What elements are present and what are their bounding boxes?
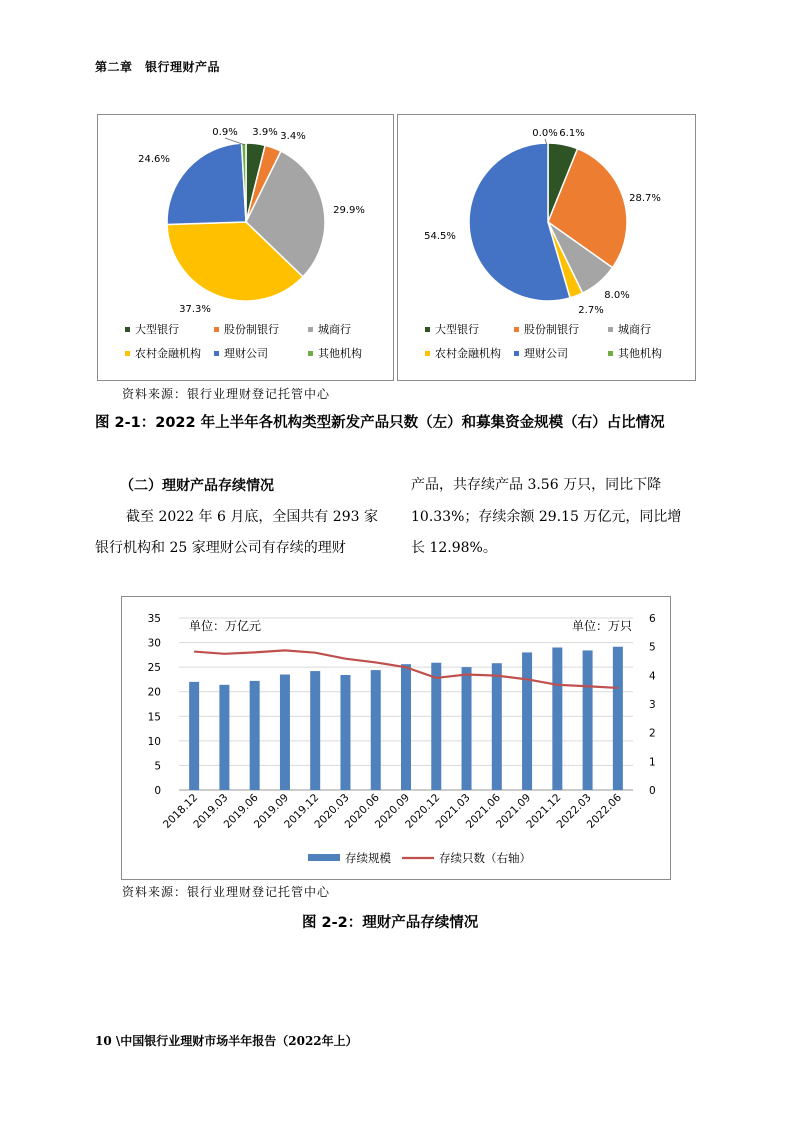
- bar-2021.06: [492, 663, 502, 790]
- y2-tick-label: 1: [649, 756, 656, 769]
- legend-label-line: 存续只数（右轴）: [439, 851, 531, 865]
- body-line-3: 产品，共存续产品 3.56 万只，同比下降: [411, 477, 662, 493]
- y2-tick-label: 2: [649, 727, 656, 740]
- bar-2020.09: [401, 664, 411, 790]
- section-heading: （二）理财产品存续情况: [120, 478, 274, 494]
- bar-2019.06: [250, 681, 260, 790]
- y-tick-label: 20: [147, 686, 161, 699]
- x-tick-label: 2021.12: [524, 791, 564, 831]
- bar-2020.06: [371, 670, 381, 790]
- bar-2020.12: [431, 663, 441, 790]
- pie-data-label-3: 2.7%: [578, 305, 604, 316]
- legend-swatch-1: [514, 327, 519, 332]
- figure2-caption: 图 2-2：理财产品存续情况: [302, 915, 479, 931]
- bar-2021.12: [552, 647, 562, 790]
- y2-tick-label: 3: [649, 699, 656, 711]
- legend-swatch-2: [308, 327, 313, 332]
- legend-swatch-bar: [308, 854, 340, 861]
- legend-label-1: 股份制银行: [224, 323, 279, 336]
- bar-2022.03: [583, 650, 593, 790]
- pie-data-label-5: 0.0%: [532, 128, 558, 139]
- bar-2020.03: [340, 675, 350, 790]
- legend-label-bar: 存续规模: [345, 851, 391, 865]
- y-tick-label: 25: [147, 662, 161, 675]
- body-line-1: 截至 2022 年 6 月底，全国共有 293 家: [126, 509, 378, 525]
- y-axis-unit-label: 单位：万亿元: [189, 619, 262, 633]
- x-tick-label: 2019.06: [221, 791, 261, 831]
- combo-chart-frame: [121, 596, 671, 880]
- x-tick-label: 2021.09: [493, 791, 534, 831]
- x-tick-label: 2019.12: [282, 791, 322, 831]
- figure1-caption: 图 2-1：2022 年上半年各机构类型新发产品只数（左）和募集资金规模（右）占比情况: [95, 415, 665, 431]
- y2-tick-label: 0: [649, 785, 656, 797]
- x-tick-label: 2021.06: [463, 791, 503, 831]
- legend-label-0: 大型银行: [435, 323, 479, 336]
- x-tick-label: 2022.03: [554, 791, 594, 831]
- legend-swatch-5: [308, 351, 313, 356]
- figure1-source: 资料来源：银行业理财登记托管中心: [122, 387, 331, 401]
- pie-data-label-2: 29.9%: [333, 205, 365, 216]
- legend-swatch-3: [125, 351, 130, 356]
- pie-chart-right: [398, 115, 695, 380]
- y-tick-label: 15: [147, 711, 161, 724]
- combo-chart: [122, 597, 670, 879]
- legend-label-5: 其他机构: [618, 347, 662, 360]
- pie-data-label-4: 24.6%: [138, 154, 170, 165]
- body-line-2: 银行机构和 25 家理财公司有存续的理财: [95, 540, 346, 556]
- legend-label-2: 城商行: [618, 323, 651, 336]
- x-tick-label: 2022.06: [584, 791, 624, 831]
- legend-label-3: 农村金融机构: [135, 347, 201, 360]
- pie-data-label-0: 6.1%: [559, 128, 585, 139]
- legend-swatch-1: [214, 327, 219, 332]
- x-tick-label: 2018.12: [161, 791, 201, 831]
- bar-2022.06: [613, 647, 623, 790]
- pie-chart-left: [98, 115, 393, 380]
- x-tick-label: 2019.03: [191, 791, 231, 831]
- y-tick-label: 5: [154, 760, 161, 773]
- bar-2019.09: [280, 675, 290, 790]
- y-tick-label: 35: [147, 613, 161, 625]
- legend-swatch-5: [608, 351, 613, 356]
- bar-2019.03: [219, 685, 229, 790]
- pie-data-label-1: 3.4%: [280, 131, 306, 142]
- page-footer: 10 \中国银行业理财市场半年报告（2022年上）: [95, 1034, 358, 1048]
- body-line-5: 长 12.98%。: [411, 540, 497, 556]
- pie-slice-4: [167, 143, 246, 224]
- pie-data-label-4: 54.5%: [424, 231, 456, 242]
- pie-data-label-1: 28.7%: [629, 193, 661, 204]
- y-tick-label: 10: [147, 735, 161, 748]
- y2-tick-label: 5: [649, 641, 656, 654]
- legend-label-2: 城商行: [318, 323, 351, 336]
- bar-2019.12: [310, 671, 320, 790]
- y-tick-label: 0: [154, 785, 161, 797]
- pie-data-label-2: 8.0%: [604, 290, 630, 301]
- chapter-header: 第二章 银行理财产品: [95, 60, 221, 74]
- legend-swatch-0: [425, 327, 430, 332]
- legend-swatch-3: [425, 351, 430, 356]
- bar-2018.12: [189, 682, 199, 790]
- x-tick-label: 2020.03: [312, 791, 352, 831]
- legend-swatch-4: [514, 351, 519, 356]
- x-tick-label: 2020.12: [403, 791, 443, 831]
- legend-label-4: 理财公司: [524, 347, 568, 360]
- legend-label-4: 理财公司: [224, 347, 268, 360]
- figure2-source: 资料来源：银行业理财登记托管中心: [122, 885, 331, 899]
- x-tick-label: 2020.06: [342, 791, 382, 831]
- body-line-4: 10.33%；存续余额 29.15 万亿元，同比增: [411, 509, 682, 525]
- legend-label-1: 股份制银行: [524, 323, 579, 336]
- x-tick-label: 2019.09: [251, 791, 292, 831]
- pie-chart-left-frame: [97, 114, 394, 381]
- pie-data-label-0: 3.9%: [252, 127, 278, 138]
- legend-swatch-0: [125, 327, 130, 332]
- legend-swatch-2: [608, 327, 613, 332]
- x-tick-label: 2020.09: [372, 791, 413, 831]
- pie-data-label-3: 37.3%: [179, 304, 211, 315]
- x-tick-label: 2021.03: [433, 791, 473, 831]
- bar-2021.03: [462, 667, 472, 790]
- legend-label-3: 农村金融机构: [435, 347, 501, 360]
- y2-axis-unit-label: 单位：万只: [571, 619, 632, 633]
- legend-label-5: 其他机构: [318, 347, 362, 360]
- pie-data-label-5: 0.9%: [212, 127, 238, 138]
- pie-chart-right-frame: [397, 114, 696, 381]
- y-tick-label: 30: [147, 637, 161, 650]
- bar-2021.09: [522, 652, 532, 790]
- y2-tick-label: 6: [649, 613, 656, 625]
- legend-swatch-4: [214, 351, 219, 356]
- y2-tick-label: 4: [649, 670, 656, 683]
- legend-label-0: 大型银行: [135, 323, 179, 336]
